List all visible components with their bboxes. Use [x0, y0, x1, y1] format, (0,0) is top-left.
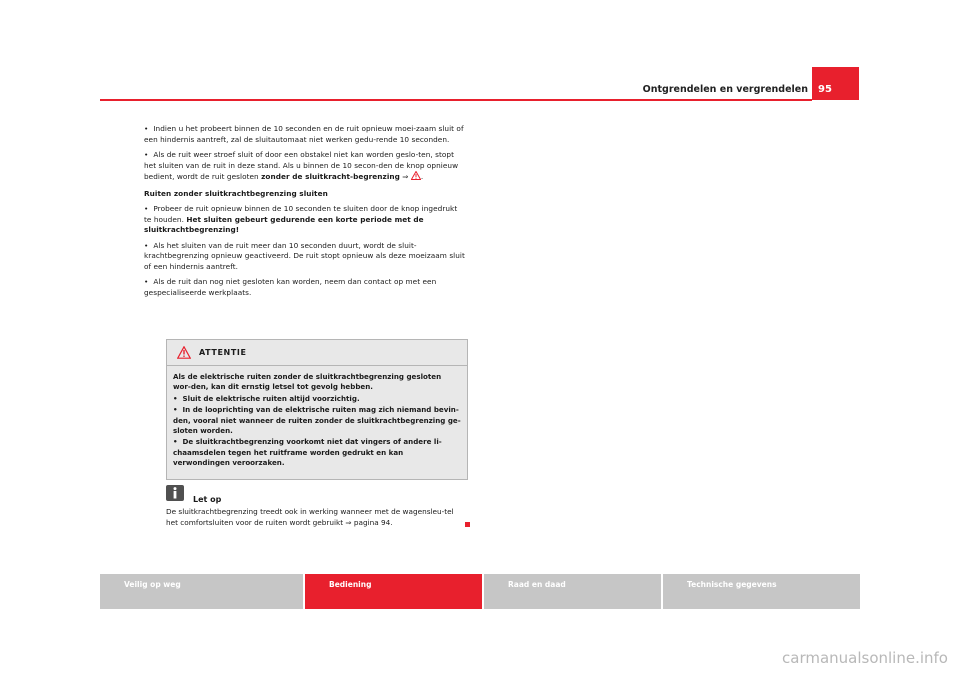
- section-end-marker: [465, 522, 470, 527]
- page-number: 95: [812, 67, 859, 100]
- warning-box: [166, 339, 468, 480]
- list-item: • De sluitkrachtbegrenzing voorkomt niet dat vingers of andere li-chaamsdelen tegen het ruitframe worden gedrukt en kan verwondingen veroorzaken.: [173, 437, 442, 468]
- warning-body: [167, 366, 467, 469]
- header-rule: [100, 99, 812, 101]
- list-item: • Als de ruit weer stroef sluit of door een obstakel niet kan worden geslo-ten, stopt het sluiten van de ruit in deze stand. Als u binnen de 10 secon-den de knop opnieuw bedient, wordt de ruit gesloten zonder de sluitkracht-begrenzing ⇒ .: [144, 150, 466, 184]
- tab-bediening[interactable]: Bediening: [305, 574, 482, 609]
- warning-triangle-icon: [177, 344, 191, 363]
- list-item: • Sluit de elektrische ruiten altijd voorzichtig.: [173, 393, 360, 403]
- warning-header: [167, 340, 467, 366]
- warning-title: ATTENTIE: [199, 348, 247, 357]
- tab-technische-gegevens[interactable]: Technische gegevens: [663, 574, 860, 609]
- warning-intro: Als de elektrische ruiten zonder de sluitkrachtbegrenzing gesloten wor-den, kan dit ernstig letsel tot gevolg hebben.: [173, 372, 442, 392]
- warning-triangle-icon[interactable]: [411, 171, 421, 184]
- page-header-title: Ontgrendelen en vergrendelen: [642, 84, 808, 95]
- list-item: • Indien u het probeert binnen de 10 seconden en de ruit opnieuw moei-zaam sluit of een hindernis aantreft, zal de sluitautomaat niet werken gedu-rende 10 seconden.: [144, 124, 464, 144]
- main-content: [144, 124, 466, 303]
- list-item: • Probeer de ruit opnieuw binnen de 10 seconden te sluiten door de knop ingedrukt te houden. Het sluiten gebeurt gedurende een korte periode met de sluitkrachtbegrenzing!: [144, 204, 458, 234]
- note-text: De sluitkrachtbegrenzing treedt ook in werking wanneer met de wagensleu-tel het comfortsluiten voor de ruiten wordt gebruikt ⇒ pagina 94.: [166, 507, 454, 527]
- list-item: • Als het sluiten van de ruit meer dan 10 seconden duurt, wordt de sluit-krachtbegrenzing opnieuw geactiveerd. De ruit stopt opnieuw als deze moeizaam sluit of een hindernis aantreft.: [144, 240, 465, 271]
- watermark: carmanualsonline.info: [782, 649, 948, 667]
- section-heading: Ruiten zonder sluitkrachtbegrenzing sluiten: [144, 188, 328, 198]
- list-item: • In de looprichting van de elektrische ruiten mag zich niemand bevin-den, vooral niet wanneer de ruiten zonder de sluitkrachtbegrenzing ge-sloten worden.: [173, 405, 461, 436]
- list-item: • Als de ruit dan nog niet gesloten kan worden, neem dan contact op met een gespecialiseerde werkplaats.: [144, 277, 437, 297]
- footer-tabs: [100, 574, 860, 609]
- note-title: Let op: [193, 495, 222, 504]
- tab-raad-en-daad[interactable]: Raad en daad: [484, 574, 661, 609]
- tab-veilig-op-weg[interactable]: Veilig op weg: [100, 574, 303, 609]
- info-icon: [166, 485, 184, 501]
